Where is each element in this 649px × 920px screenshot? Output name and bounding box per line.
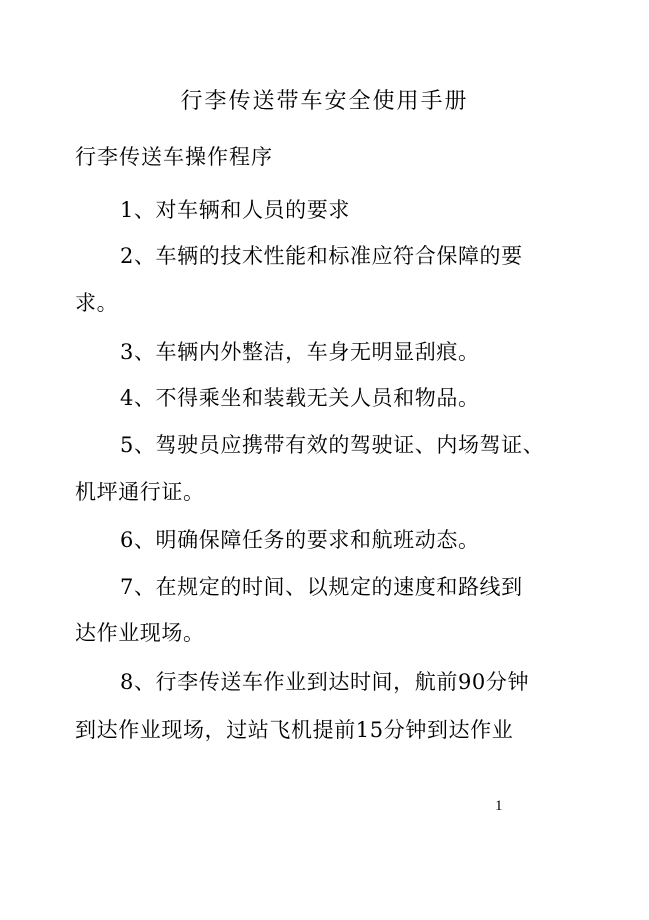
paragraph-line-3: 求。 <box>75 291 119 315</box>
paragraph-line-1: 1、对车辆和人员的要求 <box>120 198 350 222</box>
document-title: 行李传送带车安全使用手册 <box>180 89 469 114</box>
section-heading: 行李传送车操作程序 <box>75 145 273 169</box>
paragraph-line-7: 机坪通行证。 <box>75 480 205 504</box>
paragraph-line-9: 7、在规定的时间、以规定的速度和路线到 <box>120 575 523 599</box>
paragraph-line-8: 6、明确保障任务的要求和航班动态。 <box>120 528 480 552</box>
paragraph-line-11: 8、行李传送车作业到达时间，航前90分钟 <box>120 670 530 694</box>
paragraph-line-10: 达作业现场。 <box>75 621 205 645</box>
paragraph-line-2: 2、车辆的技术性能和标准应符合保障的要 <box>120 244 523 268</box>
paragraph-line-6: 5、驾驶员应携带有效的驾驶证、内场驾证、 <box>120 433 545 457</box>
page-number: 1 <box>495 798 503 814</box>
paragraph-line-5: 4、不得乘坐和装载无关人员和物品。 <box>120 386 480 410</box>
paragraph-line-4: 3、车辆内外整洁，车身无明显刮痕。 <box>120 340 480 364</box>
paragraph-line-12: 到达作业现场，过站飞机提前15分钟到达作业 <box>75 718 514 742</box>
